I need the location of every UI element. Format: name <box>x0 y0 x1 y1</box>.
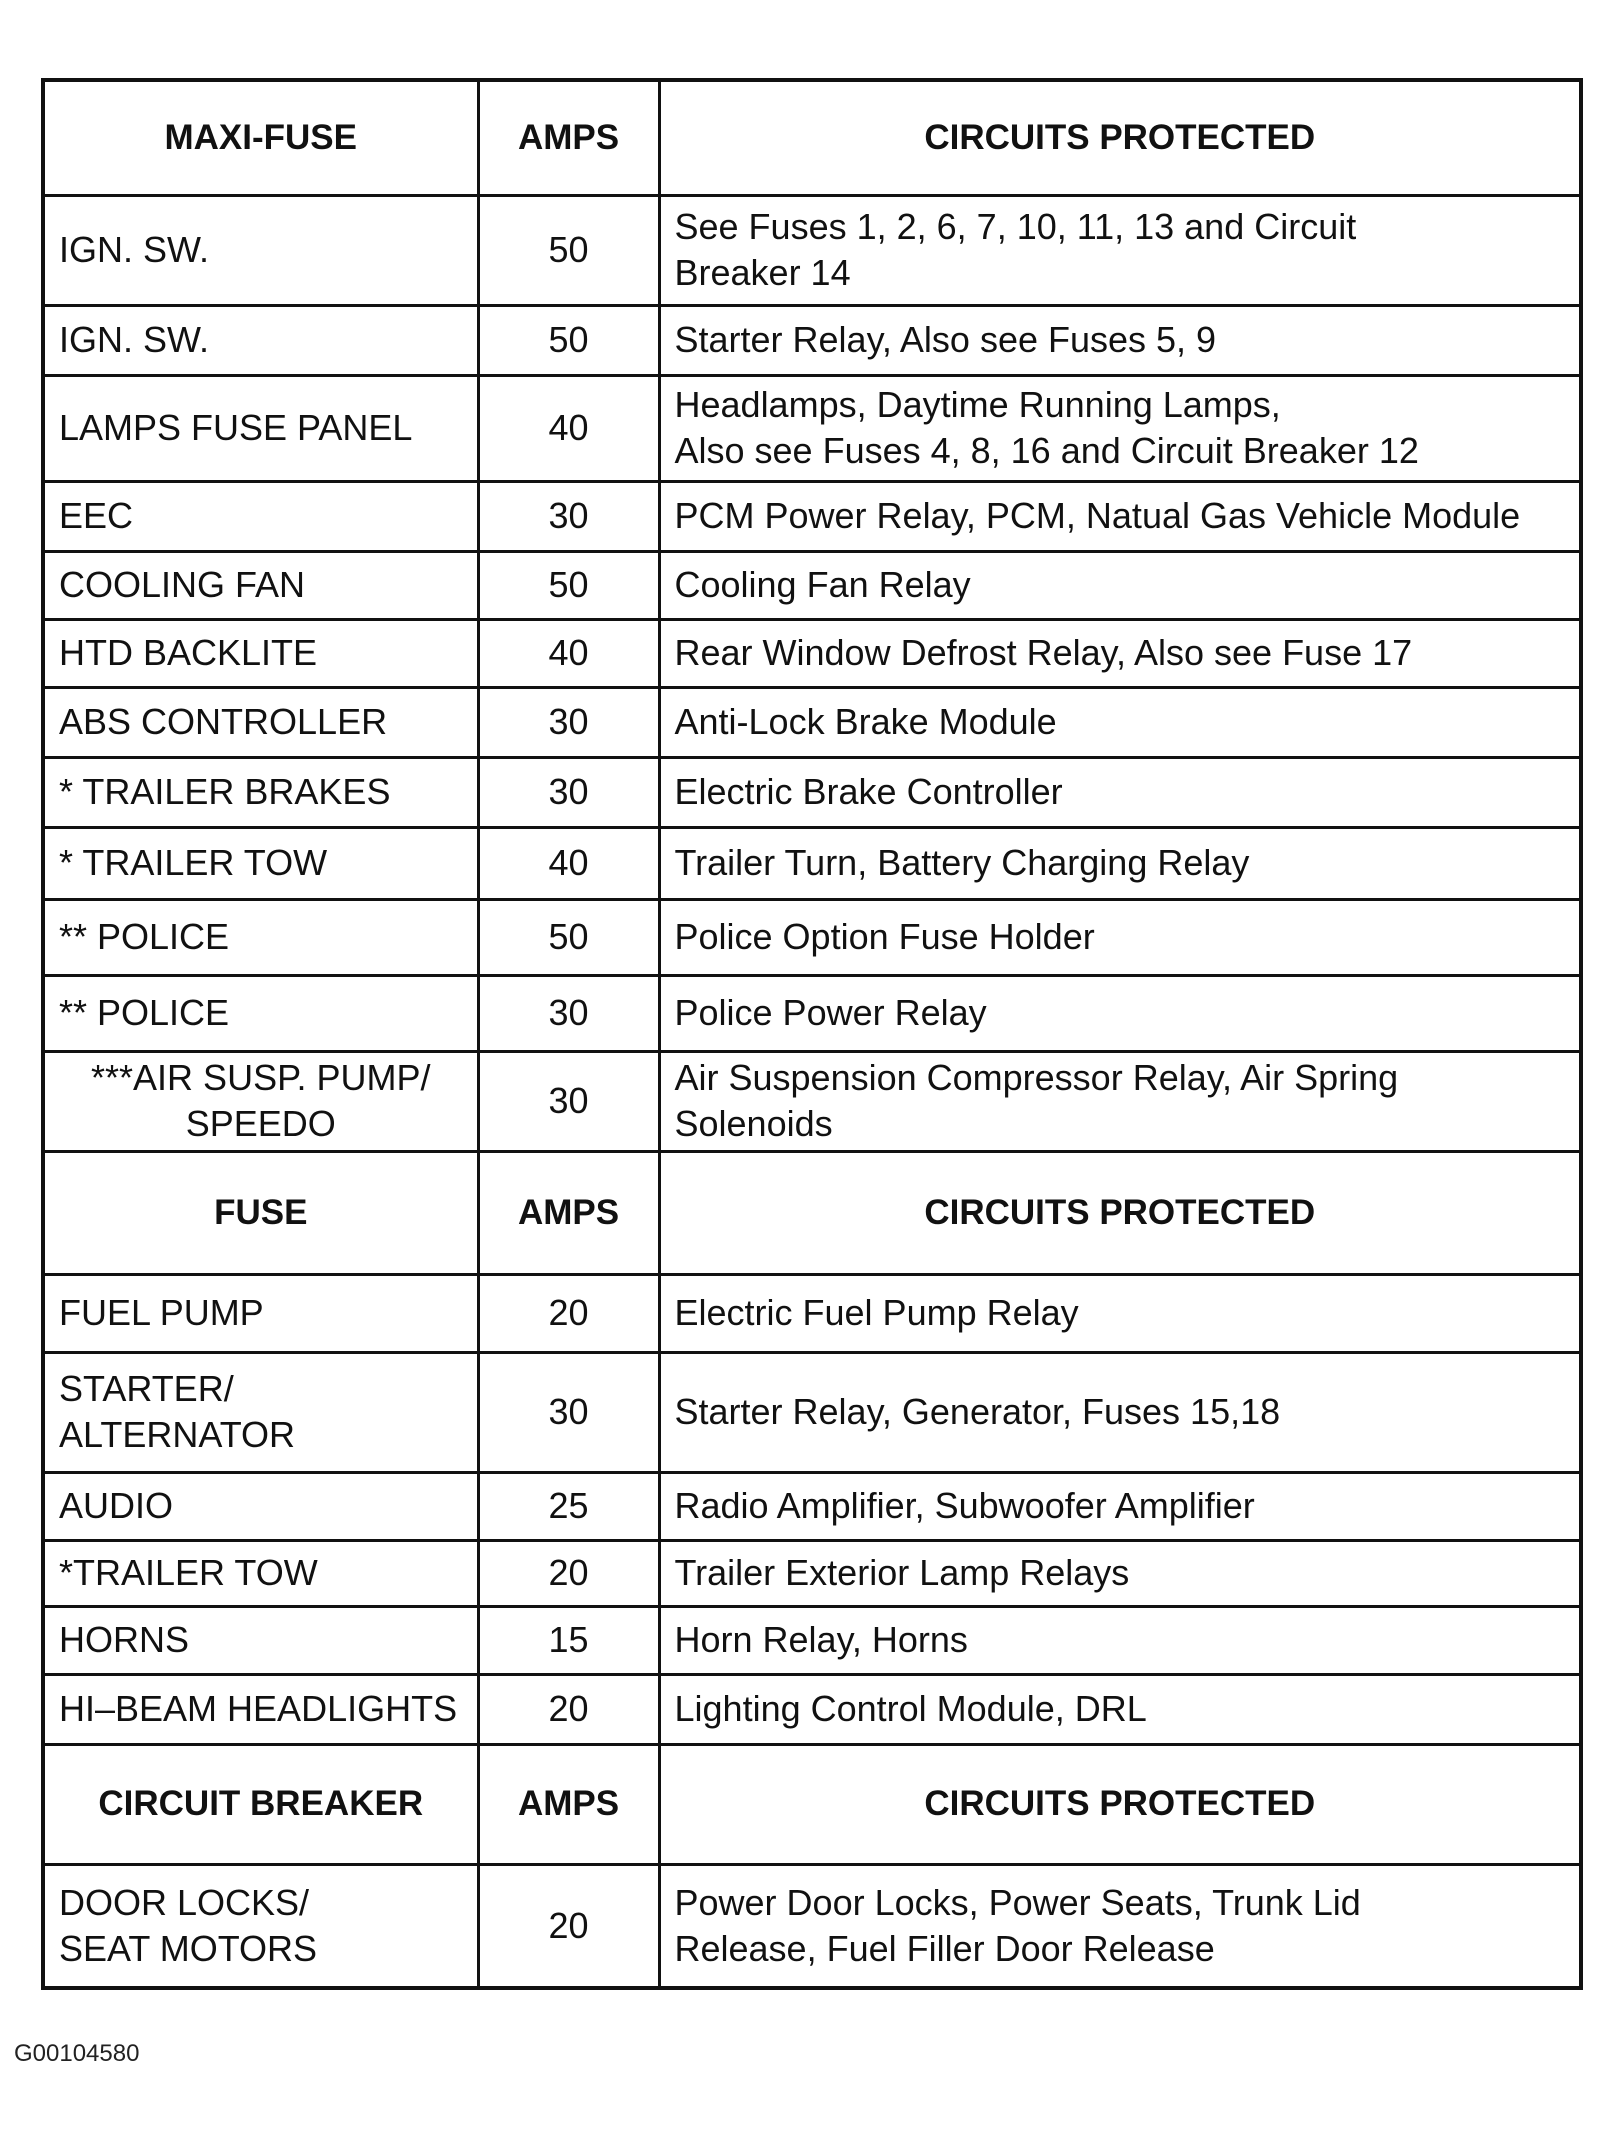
table-row <box>43 1352 1581 1472</box>
table-row <box>43 975 1581 1051</box>
table-row <box>43 1864 1581 1988</box>
circuits-cell: Radio Amplifier, Subwoofer Amplifier <box>659 1472 1581 1540</box>
circuits-cell: PCM Power Relay, PCM, Natual Gas Vehicle Module <box>659 481 1581 551</box>
amps-cell: 30 <box>478 1051 659 1151</box>
amps-cell: 30 <box>478 481 659 551</box>
amps-cell: 20 <box>478 1864 659 1988</box>
circuits-cell: Trailer Turn, Battery Charging Relay <box>659 827 1581 899</box>
amps-cell: 50 <box>478 195 659 305</box>
table-row <box>43 827 1581 899</box>
column-header-name: CIRCUIT BREAKER <box>43 1744 478 1864</box>
amps-cell: 20 <box>478 1674 659 1744</box>
component-name-cell: ** POLICE <box>43 975 478 1051</box>
amps-cell: 25 <box>478 1472 659 1540</box>
column-header-amps: AMPS <box>478 1151 659 1274</box>
table-row <box>43 481 1581 551</box>
component-name-cell: FUEL PUMP <box>43 1274 478 1352</box>
circuits-cell: Lighting Control Module, DRL <box>659 1674 1581 1744</box>
column-header-name: FUSE <box>43 1151 478 1274</box>
component-name-cell: *TRAILER TOW <box>43 1540 478 1606</box>
section-header-row <box>43 1744 1581 1864</box>
amps-cell: 40 <box>478 375 659 481</box>
section-header-row <box>43 1151 1581 1274</box>
circuits-cell: Police Option Fuse Holder <box>659 899 1581 975</box>
amps-cell: 30 <box>478 975 659 1051</box>
amps-cell: 20 <box>478 1540 659 1606</box>
table-row <box>43 1472 1581 1540</box>
column-header-circuits: CIRCUITS PROTECTED <box>659 80 1581 195</box>
table-row <box>43 1674 1581 1744</box>
circuits-cell: Anti-Lock Brake Module <box>659 687 1581 757</box>
amps-cell: 30 <box>478 1352 659 1472</box>
column-header-amps: AMPS <box>478 80 659 195</box>
figure-id: G00104580 <box>14 2040 140 2067</box>
component-name-cell: HI–BEAM HEADLIGHTS <box>43 1674 478 1744</box>
circuits-cell: Police Power Relay <box>659 975 1581 1051</box>
component-name-cell: EEC <box>43 481 478 551</box>
component-name-cell: IGN. SW. <box>43 305 478 375</box>
table-row <box>43 757 1581 827</box>
table-row <box>43 375 1581 481</box>
table-row <box>43 195 1581 305</box>
table-row <box>43 1051 1581 1151</box>
column-header-amps: AMPS <box>478 1744 659 1864</box>
circuits-cell: Headlamps, Daytime Running Lamps, Also see Fuses 4, 8, 16 and Circuit Breaker 12 <box>659 375 1581 481</box>
circuits-cell: Air Suspension Compressor Relay, Air Spring Solenoids <box>659 1051 1581 1151</box>
circuits-cell: Starter Relay, Also see Fuses 5, 9 <box>659 305 1581 375</box>
table-row <box>43 899 1581 975</box>
section-header-row <box>43 80 1581 195</box>
table-row <box>43 305 1581 375</box>
component-name-cell: LAMPS FUSE PANEL <box>43 375 478 481</box>
amps-cell: 30 <box>478 687 659 757</box>
component-name-cell: DOOR LOCKS/ SEAT MOTORS <box>43 1864 478 1988</box>
component-name-cell: ***AIR SUSP. PUMP/ SPEEDO <box>43 1051 478 1151</box>
table-row <box>43 619 1581 687</box>
table-row <box>43 1274 1581 1352</box>
table-row <box>43 687 1581 757</box>
component-name-cell: IGN. SW. <box>43 195 478 305</box>
circuits-cell: Horn Relay, Horns <box>659 1606 1581 1674</box>
component-name-cell: * TRAILER TOW <box>43 827 478 899</box>
amps-cell: 40 <box>478 619 659 687</box>
circuits-cell: Rear Window Defrost Relay, Also see Fuse 17 <box>659 619 1581 687</box>
component-name-cell: AUDIO <box>43 1472 478 1540</box>
circuits-cell: Electric Brake Controller <box>659 757 1581 827</box>
table-row <box>43 1540 1581 1606</box>
table-row <box>43 551 1581 619</box>
component-name-cell: HTD BACKLITE <box>43 619 478 687</box>
circuits-cell: Power Door Locks, Power Seats, Trunk Lid Release, Fuel Filler Door Release <box>659 1864 1581 1988</box>
circuits-cell: See Fuses 1, 2, 6, 7, 10, 11, 13 and Circuit Breaker 14 <box>659 195 1581 305</box>
fuse-table-body <box>43 80 1581 1988</box>
amps-cell: 20 <box>478 1274 659 1352</box>
column-header-name: MAXI-FUSE <box>43 80 478 195</box>
circuits-cell: Starter Relay, Generator, Fuses 15,18 <box>659 1352 1581 1472</box>
column-header-circuits: CIRCUITS PROTECTED <box>659 1151 1581 1274</box>
component-name-cell: * TRAILER BRAKES <box>43 757 478 827</box>
component-name-cell: HORNS <box>43 1606 478 1674</box>
amps-cell: 50 <box>478 551 659 619</box>
fuse-table <box>41 78 1583 1990</box>
amps-cell: 40 <box>478 827 659 899</box>
amps-cell: 50 <box>478 899 659 975</box>
circuits-cell: Electric Fuel Pump Relay <box>659 1274 1581 1352</box>
component-name-cell: ** POLICE <box>43 899 478 975</box>
amps-cell: 50 <box>478 305 659 375</box>
component-name-cell: COOLING FAN <box>43 551 478 619</box>
component-name-cell: ABS CONTROLLER <box>43 687 478 757</box>
amps-cell: 15 <box>478 1606 659 1674</box>
circuits-cell: Cooling Fan Relay <box>659 551 1581 619</box>
circuits-cell: Trailer Exterior Lamp Relays <box>659 1540 1581 1606</box>
amps-cell: 30 <box>478 757 659 827</box>
column-header-circuits: CIRCUITS PROTECTED <box>659 1744 1581 1864</box>
component-name-cell: STARTER/ ALTERNATOR <box>43 1352 478 1472</box>
table-row <box>43 1606 1581 1674</box>
